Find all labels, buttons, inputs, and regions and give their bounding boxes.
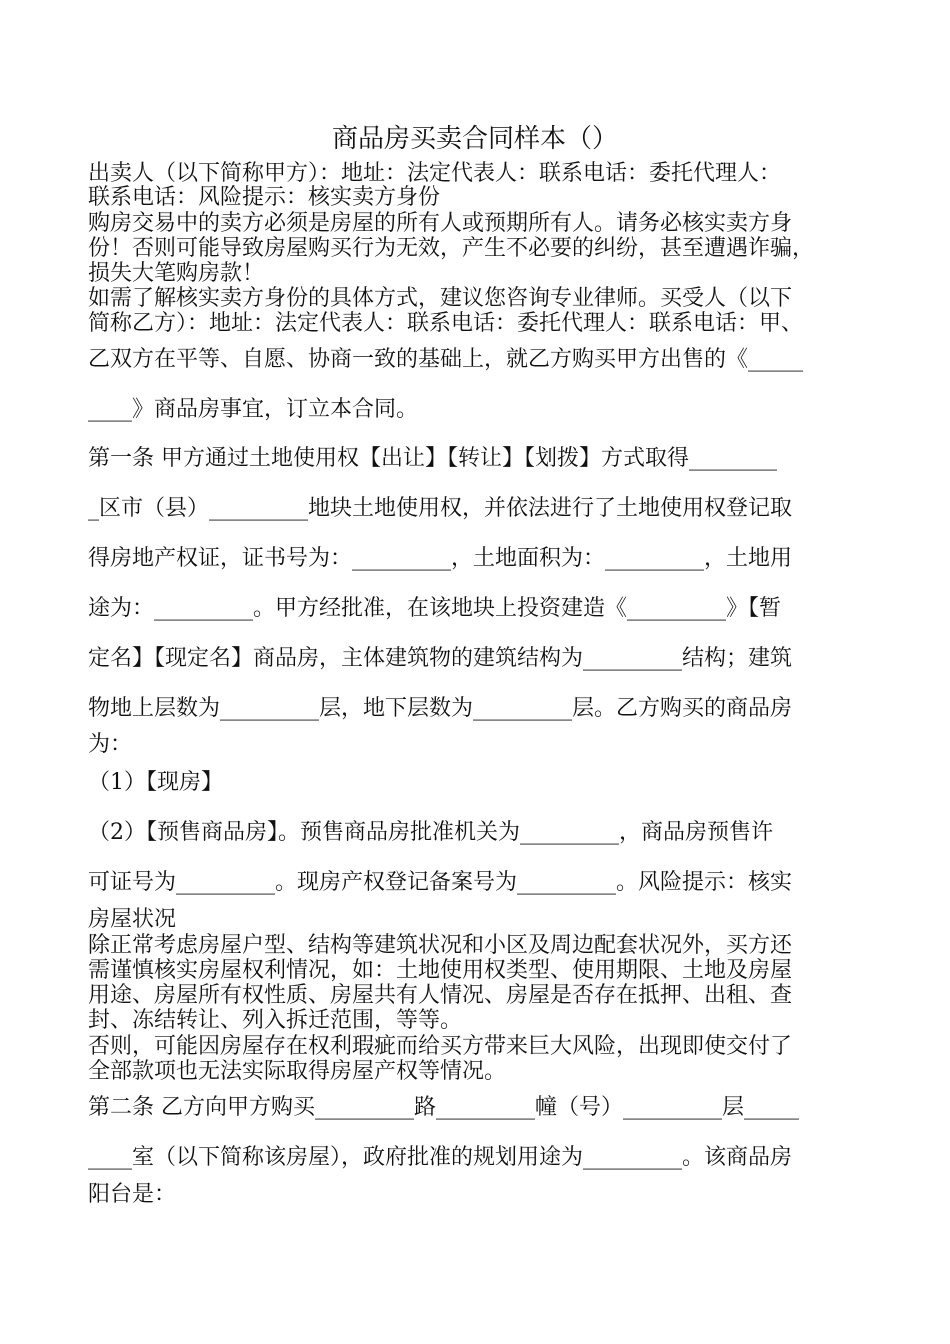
text-line: 需谨慎核实房屋权利情况，如：土地使用权类型、使用期限、土地及房屋 <box>88 958 793 983</box>
text-line: 联系电话：风险提示：核实卖方身份 <box>88 185 441 210</box>
text-line: 份！否则可能导致房屋购买行为无效，产生不必要的纠纷，甚至遭遇诈骗， <box>88 236 815 261</box>
text-line: 乙双方在平等、自愿、协商一致的基础上，就乙方购买甲方出售的《_____ <box>88 347 804 372</box>
text-line: 第一条 甲方通过土地使用权【出让】【转让】【划拨】方式取得________ <box>88 446 777 471</box>
text-line: 定名】【现定名】商品房，主体建筑物的建筑结构为_________结构；建筑 <box>88 646 793 671</box>
text-line: 全部款项也无法实际取得房屋产权等情况。 <box>88 1059 507 1084</box>
text-line: 出卖人（以下简称甲方）：地址：法定代表人：联系电话：委托代理人： <box>88 161 782 186</box>
text-line: 第二条 乙方向甲方购买_________路_________幢（号）_________层_____ <box>88 1095 799 1120</box>
text-line: ____》商品房事宜，订立本合同。 <box>88 397 419 422</box>
text-line: （1）【现房】 <box>88 770 223 795</box>
text-line: ____室（以下简称该房屋），政府批准的规划用途为_________。该商品房 <box>88 1145 793 1170</box>
text-line: 用途、房屋所有权性质、房屋共有人情况、房屋是否存在抵押、出租、查 <box>88 983 793 1008</box>
text-line: 简称乙方）：地址：法定代表人：联系电话：委托代理人：联系电话：甲、 <box>88 311 804 336</box>
text-line: 途为：_________。甲方经批准，在该地块上投资建造《_________》【暂 <box>88 596 782 621</box>
text-line: 可证号为_________。现房产权登记备案号为_________。风险提示：核实 <box>88 870 793 895</box>
text-line: _区市（县）_________地块土地使用权，并依法进行了土地使用权登记取 <box>88 496 793 521</box>
text-line: 除正常考虑房屋户型、结构等建筑状况和小区及周边配套状况外，买方还 <box>88 933 793 958</box>
text-line: 封、冻结转让、列入拆迁范围，等等。 <box>88 1008 463 1033</box>
text-line: 如需了解核实卖方身份的具体方式，建议您咨询专业律师。买受人（以下 <box>88 286 793 311</box>
text-line: 为： <box>88 732 133 757</box>
text-line: 否则，可能因房屋存在权利瑕疵而给买方带来巨大风险，出现即使交付了 <box>88 1034 793 1059</box>
text-line: 损失大笔购房款！ <box>88 261 265 286</box>
text-line: 阳台是： <box>88 1182 177 1207</box>
text-line: 物地上层数为_________层，地下层数为_________层。乙方购买的商品房 <box>88 696 793 721</box>
text-line: 房屋状况 <box>88 907 177 932</box>
text-line: （2）【预售商品房】。预售商品房批准机关为_________，商品房预售许 <box>88 820 773 845</box>
document-title: 商品房买卖合同样本（） <box>331 124 618 154</box>
text-line: 得房地产权证，证书号为：_________，土地面积为：_________，土地用 <box>88 546 793 571</box>
text-line: 购房交易中的卖方必须是房屋的所有人或预期所有人。请务必核实卖方身 <box>88 211 793 236</box>
